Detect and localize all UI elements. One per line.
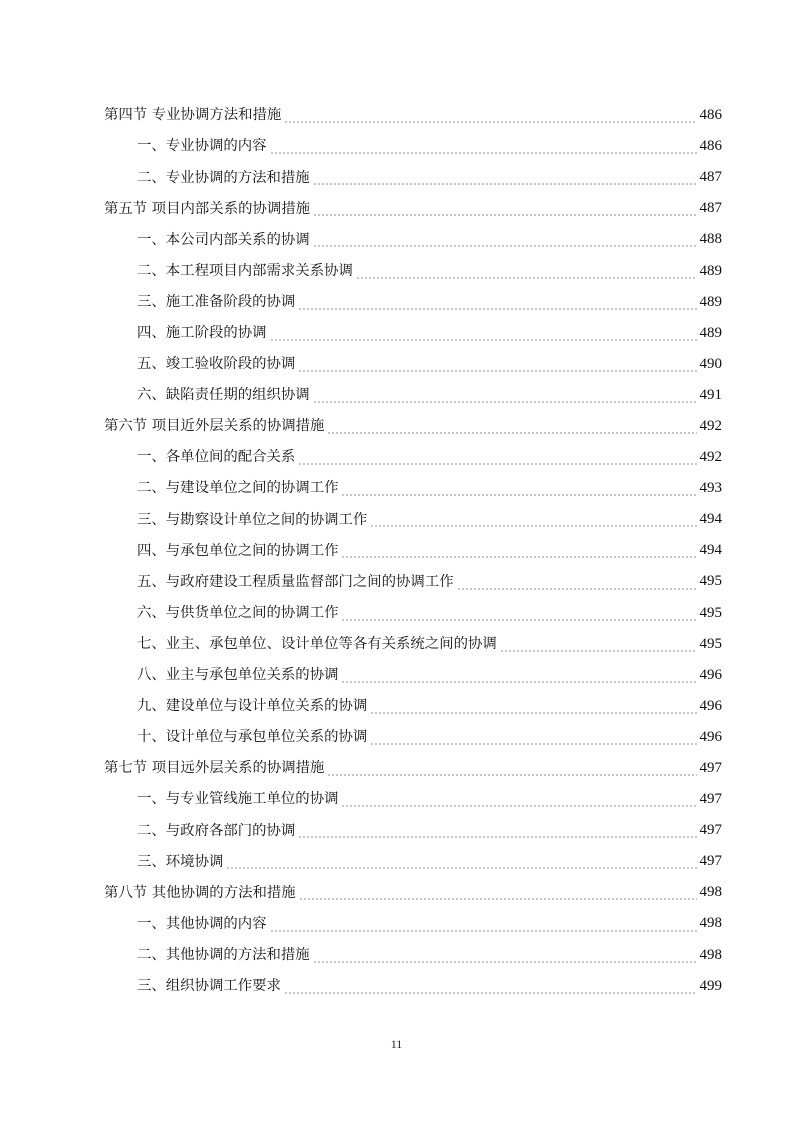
toc-dot-leader [299,898,697,900]
toc-section-entry[interactable] [104,100,722,131]
toc-subsection-entry[interactable] [104,318,722,349]
toc-entry-page: 497 [699,822,722,839]
toc-entry-title: 二、与政府各部门的协调 [137,822,296,839]
toc-subsection-entry[interactable] [104,784,722,815]
toc-entry-page: 496 [699,697,722,714]
toc-dot-leader [313,245,697,247]
toc-dot-leader [457,588,697,590]
toc-entry-title: 一、与专业管线施工单位的协调 [137,791,339,808]
toc-entry-title: 一、本公司内部关系的协调 [137,231,310,248]
toc-entry-title: 七、业主、承包单位、设计单位等各有关系统之间的协调 [137,635,497,652]
toc-subsection-entry[interactable] [104,940,722,971]
toc-dot-leader [327,774,696,776]
toc-entry-title: 第五节 项目内部关系的协调措施 [104,200,311,217]
toc-entry-page: 499 [699,977,722,994]
toc-dot-leader [356,277,697,279]
toc-dot-leader [284,121,696,123]
toc-entry-title: 一、各单位间的配合关系 [137,449,296,466]
toc-entry-page: 489 [699,324,722,341]
toc-dot-leader [226,867,696,869]
toc-subsection-entry[interactable] [104,287,722,318]
toc-subsection-entry[interactable] [104,722,722,753]
toc-entry-page: 491 [699,386,722,403]
toc-entry-page: 490 [699,355,722,372]
toc-dot-leader [500,650,697,652]
page-number: 11 [390,1037,403,1051]
toc-subsection-entry[interactable] [104,131,722,162]
toc-entry-page: 489 [699,293,722,310]
toc-entry-page: 488 [699,231,722,248]
toc-entry-title: 四、与承包单位之间的协调工作 [137,542,339,559]
toc-entry-page: 497 [699,853,722,870]
toc-section-entry[interactable] [104,753,722,784]
toc-entry-title: 六、缺陷责任期的组织协调 [137,387,310,404]
toc-section-entry[interactable] [104,877,722,908]
toc-subsection-entry[interactable] [104,380,722,411]
toc-subsection-entry[interactable] [104,349,722,380]
toc-entry-title: 五、竣工验收阶段的协调 [137,356,296,373]
toc-subsection-entry[interactable] [104,971,722,1002]
toc-dot-leader [327,432,696,434]
toc-entry-page: 492 [699,417,722,434]
toc-entry-title: 十、设计单位与承包单位关系的协调 [137,729,368,746]
toc-subsection-entry[interactable] [104,629,722,660]
toc-entry-page: 486 [699,107,722,124]
toc-entry-page: 497 [699,760,722,777]
toc-entry-title: 八、业主与承包单位关系的协调 [137,667,339,684]
toc-entry-page: 495 [699,573,722,590]
toc-subsection-entry[interactable] [104,846,722,877]
toc-entry-page: 495 [699,604,722,621]
toc-dot-leader [370,743,696,745]
toc-entry-page: 495 [699,635,722,652]
toc-entry-page: 498 [699,915,722,932]
toc-dot-leader [313,214,696,216]
toc-dot-leader [370,525,696,527]
toc-entry-title: 三、组织协调工作要求 [137,977,281,994]
toc-dot-leader [313,401,697,403]
toc-dot-leader [270,930,697,932]
toc-section-entry[interactable] [104,193,722,224]
toc-entry-title: 第七节 项目远外层关系的协调措施 [104,760,325,777]
toc-entry-title: 二、本工程项目内部需求关系协调 [137,262,353,279]
toc-entry-title: 九、建设单位与设计单位关系的协调 [137,698,368,715]
toc-subsection-entry[interactable] [104,815,722,846]
toc-entry-title: 第六节 项目近外层关系的协调措施 [104,418,325,435]
toc-subsection-entry[interactable] [104,535,722,566]
toc-dot-leader [298,370,696,372]
toc-entry-page: 487 [699,169,722,186]
toc-entry-title: 二、其他协调的方法和措施 [137,946,310,963]
toc-dot-leader [313,183,697,185]
toc-entry-title: 三、环境协调 [137,853,224,870]
toc-entry-title: 二、专业协调的方法和措施 [137,169,310,186]
toc-subsection-entry[interactable] [104,162,722,193]
toc-dot-leader [341,805,696,807]
toc-entry-title: 三、与勘察设计单位之间的协调工作 [137,511,368,528]
toc-dot-leader [341,681,696,683]
toc-dot-leader [370,712,696,714]
toc-entry-page: 496 [699,728,722,745]
toc-entry-page: 487 [699,200,722,217]
toc-dot-leader [298,308,696,310]
toc-entry-title: 三、施工准备阶段的协调 [137,293,296,310]
toc-entry-title: 一、其他协调的内容 [137,915,267,932]
toc-entry-title: 二、与建设单位之间的协调工作 [137,480,339,497]
toc-subsection-entry[interactable] [104,660,722,691]
toc-subsection-entry[interactable] [104,691,722,722]
toc-subsection-entry[interactable] [104,598,722,629]
toc-subsection-entry[interactable] [104,504,722,535]
toc-entry-page: 489 [699,262,722,279]
toc-dot-leader [270,339,697,341]
toc-subsection-entry[interactable] [104,224,722,255]
toc-entry-title: 四、施工阶段的协调 [137,325,267,341]
toc-entry-page: 486 [699,138,722,155]
toc-entry-page: 492 [699,449,722,466]
toc-entry-page: 498 [699,946,722,963]
toc-dot-leader [313,961,697,963]
toc-dot-leader [341,556,696,558]
toc-dot-leader [341,619,696,621]
toc-entry-page: 498 [699,884,722,901]
toc-entry-title: 一、专业协调的内容 [137,138,267,155]
toc-entry-title: 五、与政府建设工程质量监督部门之间的协调工作 [137,573,454,590]
toc-subsection-entry[interactable] [104,255,722,286]
toc-entry-page: 496 [699,666,722,683]
toc-entry-title: 第八节 其他协调的方法和措施 [104,884,296,901]
toc-entry-page: 497 [699,791,722,808]
toc-section-entry[interactable] [104,411,722,442]
toc-subsection-entry[interactable] [104,442,722,473]
toc-dot-leader [284,992,697,994]
toc-entry-page: 494 [699,542,722,559]
toc-entry-title: 六、与供货单位之间的协调工作 [137,604,339,621]
toc-dot-leader [341,494,696,496]
toc-subsection-entry[interactable] [104,908,722,939]
toc-dot-leader [298,463,696,465]
toc-entry-page: 494 [699,511,722,528]
toc-subsection-entry[interactable] [104,566,722,597]
table-of-contents [104,100,722,1002]
toc-entry-title: 第四节 专业协调方法和措施 [104,107,282,124]
toc-dot-leader [298,836,696,838]
toc-entry-page: 493 [699,480,722,497]
toc-dot-leader [270,152,697,154]
toc-subsection-entry[interactable] [104,473,722,504]
